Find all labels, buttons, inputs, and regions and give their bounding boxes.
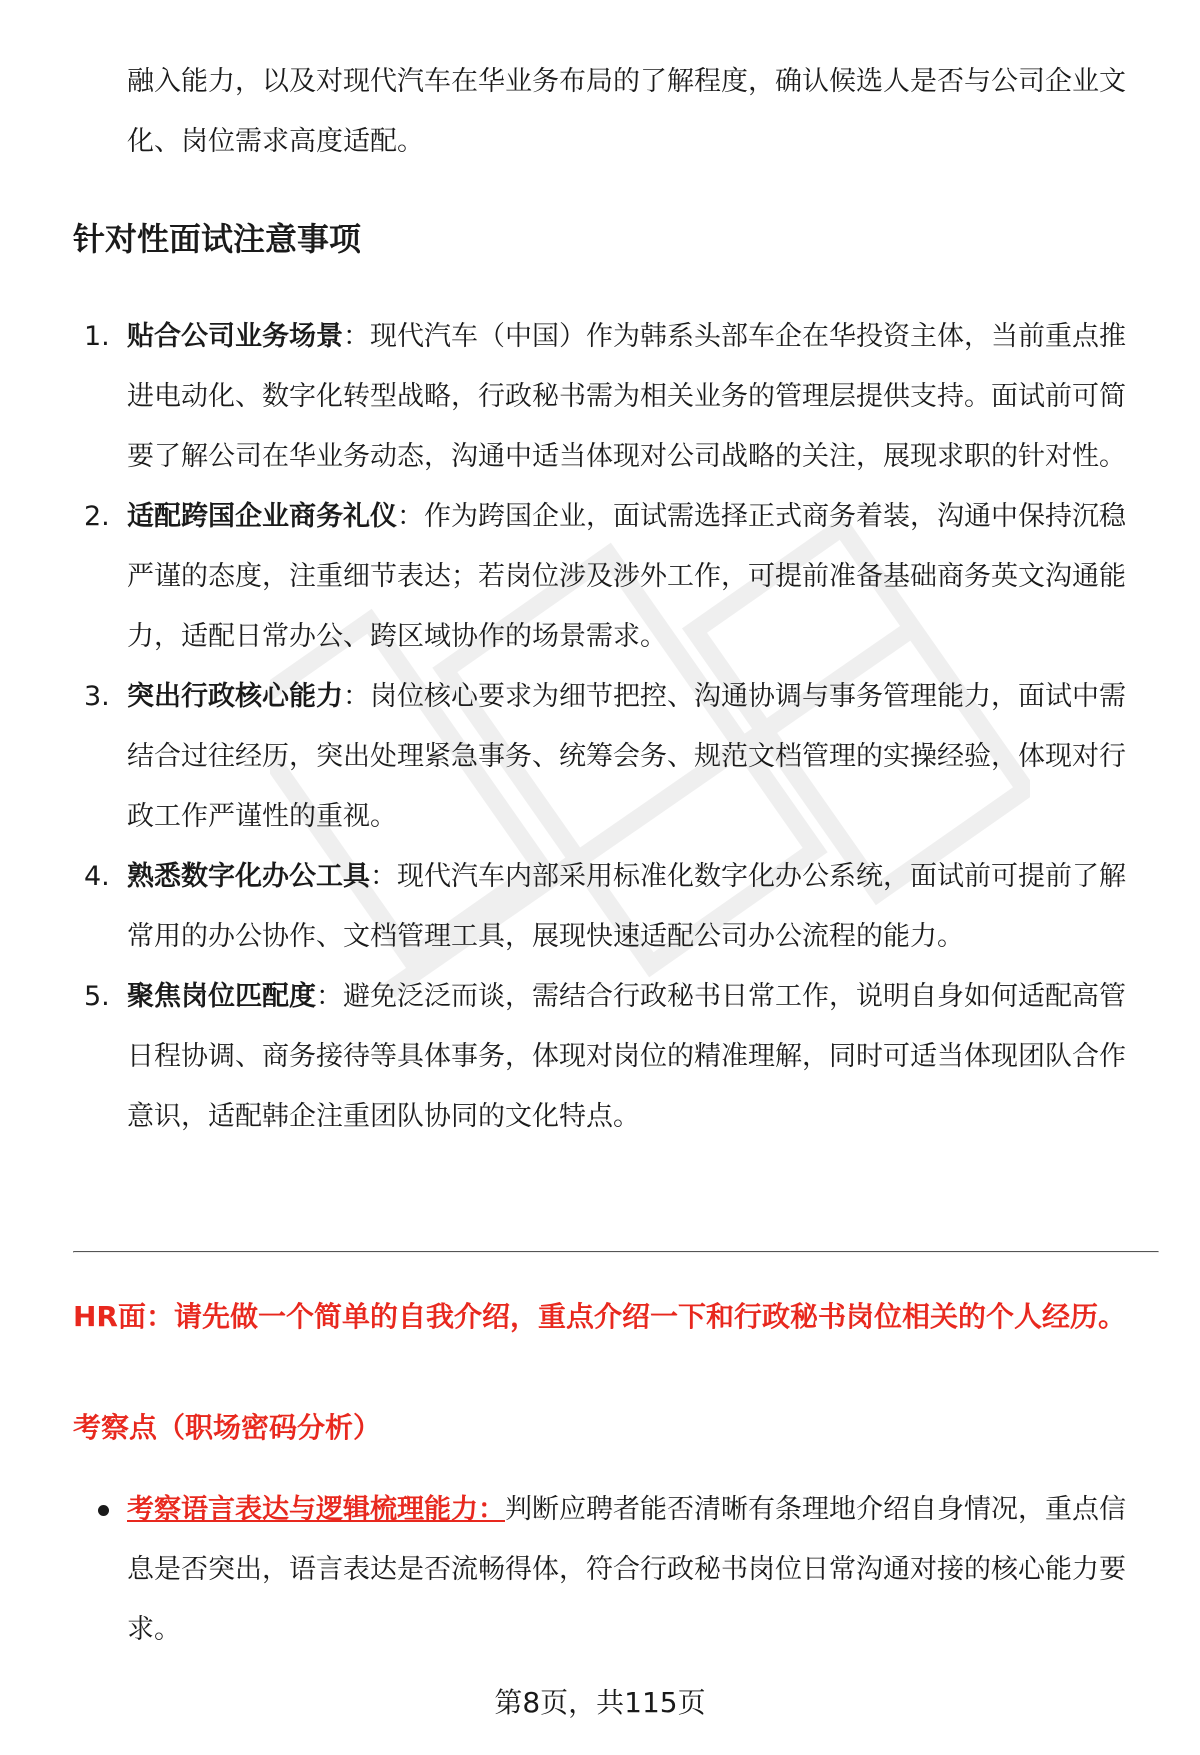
item-lead: 聚焦岗位匹配度	[127, 981, 316, 1012]
item-number: 4.	[84, 861, 110, 892]
hr-question: HR面：请先做一个简单的自我介绍，重点介绍一下和行政秘书岗位相关的个人经历。	[73, 1300, 1126, 1333]
list-item	[0, 667, 1147, 847]
evaluation-points-list	[0, 1480, 1200, 1660]
item-text: 现代汽车内部采用标准化数字化办公系统，面试前可提前了解常用的办公协作、文档管理工具，展现快速适配公司办公流程的能力。	[127, 861, 1126, 952]
item-text: 避免泛泛而谈，需结合行政秘书日常工作，说明自身如何适配高管日程协调、商务接待等具体事务，体现对岗位的精准理解，同时可适当体现团队合作意识，适配韩企注重团队协同的文化特点。	[127, 981, 1126, 1132]
item-lead: 适配跨国企业商务礼仪	[127, 501, 397, 532]
evaluation-title: 考察点（职场密码分析）	[73, 1411, 382, 1444]
item-number: 3.	[84, 681, 110, 712]
bullet-dot-icon	[98, 1505, 109, 1516]
interview-notes-list	[0, 307, 1200, 1147]
bullet-text: 判断应聘者能否清晰有条理地介绍自身情况，重点信息是否突出，语言表达是否流畅得体，符合行政秘书岗位日常沟通对接的核心能力要求。	[127, 1494, 1126, 1645]
item-text: 现代汽车（中国）作为韩系头部车企在华投资主体，当前重点推进电动化、数字化转型战略，行政秘书需为相关业务的管理层提供支持。面试前可简要了解公司在华业务动态，沟通中适当体现对公司战略的关注，展现求职的针对性。	[127, 321, 1126, 472]
item-number: 5.	[84, 981, 110, 1012]
item-text: 作为跨国企业，面试需选择正式商务着装，沟通中保持沉稳严谨的态度，注重细节表达；若岗位涉及涉外工作，可提前准备基础商务英文沟通能力，适配日常办公、跨区域协作的场景需求。	[127, 501, 1126, 652]
item-lead: 贴合公司业务场景	[127, 321, 343, 352]
list-item	[0, 487, 1147, 667]
item-number: 1.	[84, 321, 110, 352]
item-lead: 突出行政核心能力	[127, 681, 343, 712]
item-number: 2.	[84, 501, 110, 532]
list-item	[0, 967, 1147, 1147]
section-divider	[73, 1251, 1159, 1253]
item-separator: ：	[316, 981, 343, 1012]
item-separator: ：	[343, 321, 370, 352]
item-text: 岗位核心要求为细节把控、沟通协调与事务管理能力，面试中需结合过往经历，突出处理紧急事务、统筹会务、规范文档管理的实操经验，体现对行政工作严谨性的重视。	[127, 681, 1126, 832]
item-separator: ：	[370, 861, 397, 892]
list-item	[0, 1480, 1147, 1660]
item-lead: 熟悉数字化办公工具	[127, 861, 370, 892]
bullet-lead: 考察语言表达与逻辑梳理能力：	[127, 1494, 505, 1525]
item-separator: ：	[343, 681, 370, 712]
section-title: 针对性面试注意事项	[73, 220, 362, 258]
page-footer: 第8页，共115页	[494, 1686, 706, 1719]
list-item	[0, 307, 1147, 487]
intro-paragraph: 融入能力，以及对现代汽车在华业务布局的了解程度，确认候选人是否与公司企业文化、岗位需求高度适配。	[127, 66, 1126, 157]
item-separator: ：	[397, 501, 424, 532]
list-item	[0, 847, 1147, 967]
